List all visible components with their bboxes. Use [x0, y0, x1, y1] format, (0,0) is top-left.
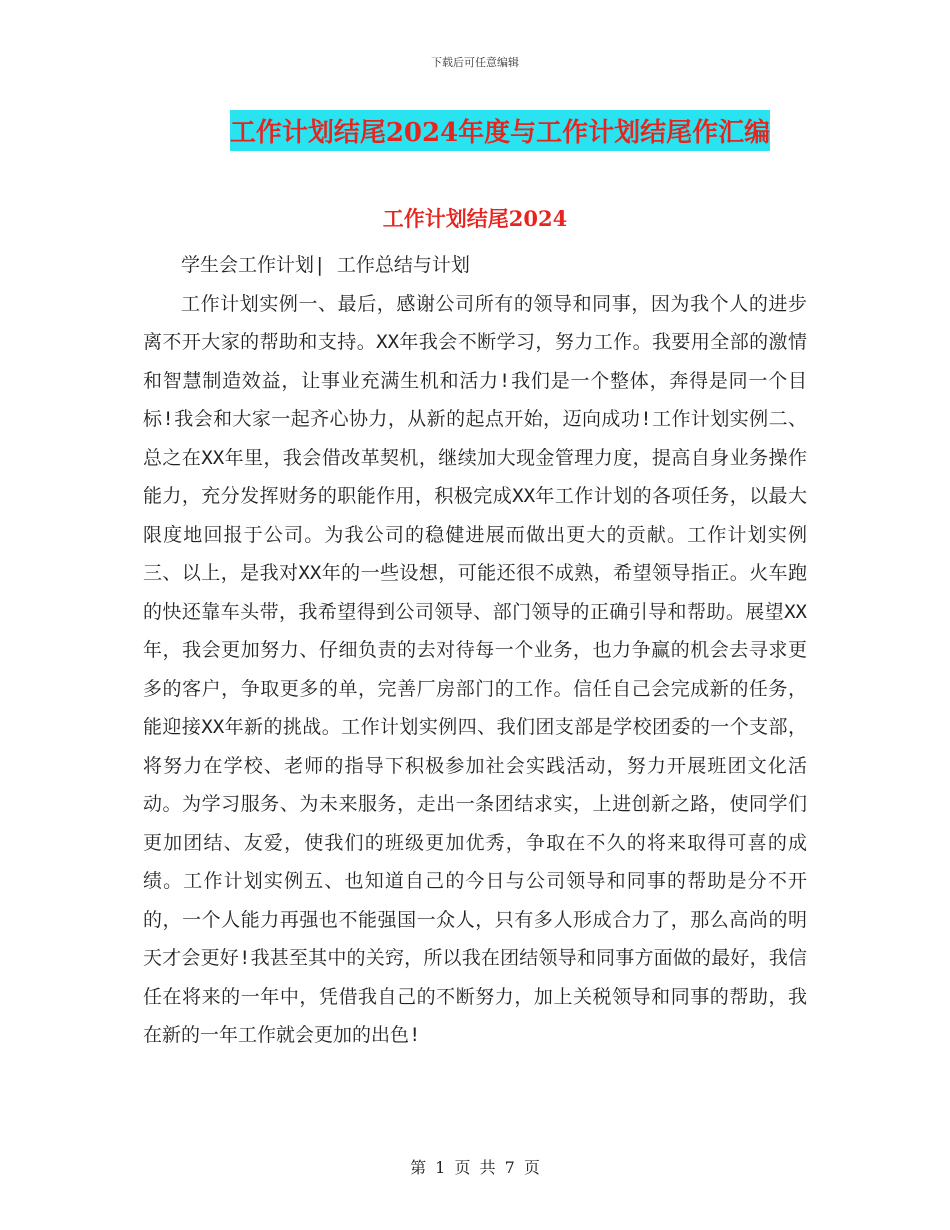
breadcrumb: 学生会工作计划| 工作总结与计划 — [181, 254, 470, 276]
body-paragraph: 工作计划实例一、最后，感谢公司所有的领导和同事，因为我个人的进步离不开大家的帮助和支持。XX年我会不断学习，努力工作。我要用全部的激情和智慧制造效益，让事业充满生机和活力!我们是一个整体，奔得是同一个目标!我会和大家一起齐心协力，从新的起点开始，迈向成功!工作计划实例二、总之在XX年里，我会借改革契机，继续加大现金管理力度，提高自身业务操作能力，充分发挥财务的职能作用，积极完成XX年工作计划的各项任务，以最大限度地回报于公司。为我公司的稳健进展而做出更大的贡献。工作计划实例三、以上，是我对XX年的一些设想，可能还很不成熟，希望领导指正。火车跑的快还靠车头带，我希望得到公司领导、部门领导的正确引导和帮助。展望XX年，我会更加努力、仔细负责的去对待每一个业务，也力争赢的机会去寻求更多的客户，争取更多的单，完善厂房部门的工作。信任自己会完成新的任务，能迎接XX年新的挑战。工作计划实例四、我们团支部是学校团委的一个支部，将努力在学校、老师的指导下积极参加社会实践活动，努力开展班团文化活动。为学习服务、为未来服务，走出一条团结求实，上进创新之路，使同学们更加团结、友爱，使我们的班级更加优秀，争取在不久的将来取得可喜的成绩。工作计划实例五、也知道自己的今日与公司领导和同事的帮助是分不开的，一个人能力再强也不能强国一众人，只有多人形成合力了，那么高尚的明天才会更好!我甚至其中的关窍，所以我在团结领导和同事方面做的最好，我信任在将来的一年中，凭借我自己的不断努力，加上关税领导和同事的帮助，我在新的一年工作就会更加的出色! — [143, 292, 807, 1046]
title-container — [0, 110, 950, 151]
document-body — [143, 246, 807, 1055]
document-title: 工作计划结尾2024年度与工作计划结尾作汇编 — [230, 110, 770, 151]
header-note: 下载后可任意编辑 — [431, 56, 519, 69]
section-title: 工作计划结尾2024 — [382, 206, 568, 231]
page-footer: 第 1 页 共 7 页 — [410, 1158, 540, 1177]
